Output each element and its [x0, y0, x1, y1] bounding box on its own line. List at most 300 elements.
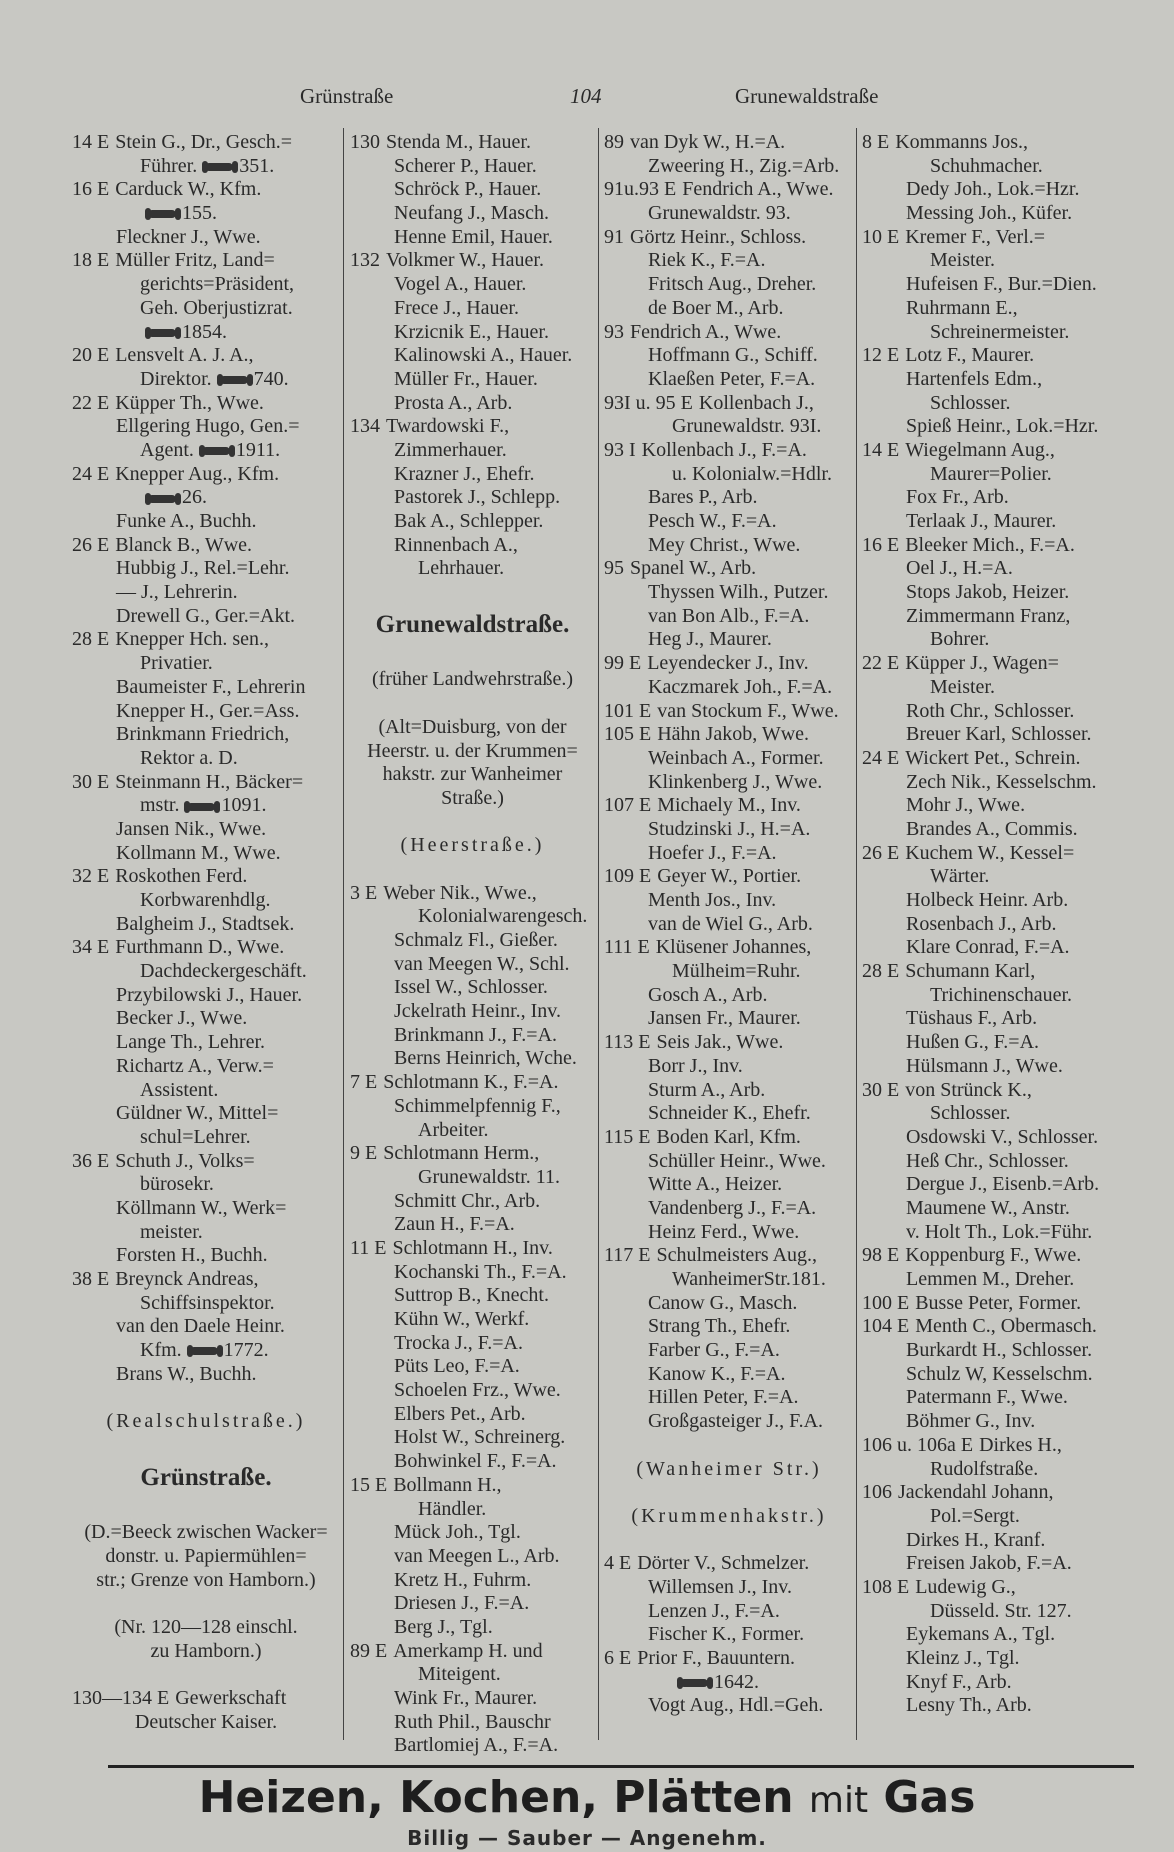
- telephone-icon: [190, 1347, 218, 1355]
- resident-entry: [862, 1055, 1132, 1079]
- resident-entry: [862, 581, 1132, 605]
- resident-entry: [350, 226, 595, 250]
- entry-text: Brinkmann Friedrich,: [116, 723, 290, 746]
- entry-text: Weber Nik., Wwe.,: [383, 881, 537, 904]
- entry-continuation: [72, 368, 340, 392]
- entry-text: Elbers Pet., Arb.: [394, 1402, 526, 1425]
- house-number: 111 E: [604, 936, 650, 959]
- resident-entry: [350, 344, 595, 368]
- column-divider: [598, 128, 599, 1740]
- entry-text: Kalinowski A., Hauer.: [394, 344, 573, 367]
- entry-text: Kremer F., Verl.=: [905, 225, 1046, 248]
- resident-entry: [72, 913, 340, 937]
- resident-entry: [72, 700, 340, 724]
- entry-text: Jackendahl Johann,: [898, 1481, 1054, 1504]
- telephone-icon: [680, 1679, 708, 1687]
- house-number: 108 E: [862, 1575, 910, 1598]
- resident-entry: [862, 557, 1132, 581]
- entry-text: Schoelen Frz., Wwe.: [394, 1379, 561, 1402]
- entry-text: Carduck W., Kfm.: [115, 178, 262, 201]
- page-number: 104: [570, 84, 602, 108]
- street-note: zu Hamborn.): [150, 1639, 262, 1662]
- entry-text: Grunewaldstr. 93I.: [672, 415, 822, 438]
- resident-entry: [350, 510, 595, 534]
- spacer: [604, 1481, 854, 1505]
- house-entry: [72, 771, 340, 795]
- entry-text: Maumene W., Anstr.: [906, 1196, 1070, 1219]
- resident-entry: [350, 929, 595, 953]
- entry-continuation: [72, 273, 340, 297]
- entry-text: Gosch A., Arb.: [648, 983, 768, 1006]
- entry-text: Jansen Fr., Maurer.: [648, 1007, 801, 1030]
- house-number: 26 E: [72, 533, 110, 556]
- entry-continuation: [72, 155, 340, 179]
- house-entry: [350, 249, 595, 273]
- entry-text: Bleeker Mich., F.=A.: [905, 533, 1075, 556]
- entry-continuation: [862, 155, 1132, 179]
- resident-entry: [862, 273, 1132, 297]
- entry-text: Bares P., Arb.: [648, 486, 758, 509]
- house-entry: [862, 747, 1132, 771]
- entry-text: — J., Lehrerin.: [116, 581, 238, 604]
- house-number: 104 E: [862, 1315, 910, 1338]
- entry-text: Schreinermeister.: [930, 320, 1070, 343]
- house-number: 132: [350, 249, 380, 272]
- entry-text: Lehrhauer.: [418, 557, 505, 580]
- entry-continuation: [604, 1671, 854, 1695]
- entry-text: Spieß Heinr., Lok.=Hzr.: [906, 415, 1099, 438]
- entry-text: Schneider K., Ehefr.: [648, 1102, 811, 1125]
- entry-text: Schulz W, Kesselschm.: [906, 1362, 1093, 1385]
- entry-text: Krazner J., Ehefr.: [394, 462, 535, 485]
- resident-entry: [604, 913, 854, 937]
- entry-text: Weinbach A., Former.: [648, 746, 824, 769]
- entry-text: Jckelrath Heinr., Inv.: [394, 1000, 561, 1023]
- entry-text: de Boer M., Arb.: [648, 296, 784, 319]
- entry-text: Kuchem W., Kessel=: [905, 841, 1075, 864]
- resident-entry: [604, 1576, 854, 1600]
- house-number: 24 E: [72, 462, 110, 485]
- resident-entry: [862, 936, 1132, 960]
- entry-text: Boden Karl, Kfm.: [656, 1125, 801, 1148]
- house-entry: [350, 1142, 595, 1166]
- house-entry: [604, 652, 854, 676]
- column-1: [72, 131, 340, 1734]
- house-number: 106: [862, 1481, 892, 1504]
- resident-entry: [72, 581, 340, 605]
- house-entry: [862, 1481, 1132, 1505]
- house-number: 24 E: [862, 746, 900, 769]
- entry-text: Hülsmann J., Wwe.: [906, 1054, 1063, 1077]
- entry-text: Schumann Karl,: [905, 960, 1036, 983]
- entry-text: Maurer=Polier.: [930, 462, 1052, 485]
- resident-entry: [604, 273, 854, 297]
- entry-text: Frece J., Hauer.: [394, 296, 519, 319]
- entry-text: Brandes A., Commis.: [906, 817, 1078, 840]
- resident-entry: [350, 534, 595, 558]
- house-entry: [72, 344, 340, 368]
- entry-text: Arbeiter.: [418, 1118, 489, 1141]
- resident-entry: [862, 202, 1132, 226]
- house-entry: [862, 1292, 1132, 1316]
- resident-entry: [604, 1102, 854, 1126]
- house-entry: [862, 226, 1132, 250]
- entry-text: Willemsen J., Inv.: [648, 1575, 792, 1598]
- entry-text: Hartenfels Edm.,: [906, 367, 1043, 390]
- entry-text: Heinz Ferd., Wwe.: [648, 1220, 800, 1243]
- entry-text: Kochanski Th., F.=A.: [394, 1260, 567, 1283]
- spacer: [604, 1529, 854, 1553]
- resident-entry: [604, 1079, 854, 1103]
- entry-text: Lotz F., Maurer.: [905, 344, 1035, 367]
- house-entry: [72, 1268, 340, 1292]
- resident-entry: [604, 1694, 854, 1718]
- street-note: Straße.): [441, 786, 504, 809]
- resident-entry: [862, 1339, 1132, 1363]
- entry-text: Fox Fr., Arb.: [906, 486, 1009, 509]
- house-entry: [604, 321, 854, 345]
- house-entry: [604, 865, 854, 889]
- entry-text: Kfm.: [140, 1339, 182, 1362]
- entry-text: Hähn Jakob, Wwe.: [657, 723, 810, 746]
- entry-text: Bollmann H.,: [393, 1473, 502, 1496]
- resident-entry: [862, 1221, 1132, 1245]
- house-number: 101 E: [604, 699, 652, 722]
- resident-entry: [350, 392, 595, 416]
- entry-text: Kretz H., Fuhrm.: [394, 1568, 532, 1591]
- house-number: 93 I: [604, 438, 636, 461]
- spacer: [72, 1663, 340, 1687]
- entry-text: Schmitt Chr., Arb.: [394, 1189, 541, 1212]
- resident-entry: [862, 1031, 1132, 1055]
- street-note: (Realschulstraße.): [106, 1410, 306, 1433]
- entry-text: WanheimerStr.181.: [672, 1268, 826, 1290]
- house-entry: [72, 865, 340, 889]
- telephone-number: 1854.: [182, 320, 227, 343]
- entry-text: Dirkes H.,: [979, 1433, 1062, 1456]
- resident-entry: [862, 1623, 1132, 1647]
- house-number: 113 E: [604, 1031, 651, 1054]
- resident-entry: [604, 344, 854, 368]
- entry-text: Tüshaus F., Arb.: [906, 1007, 1038, 1030]
- entry-text: Dedy Joh., Lok.=Hzr.: [906, 178, 1080, 201]
- resident-entry: [862, 1173, 1132, 1197]
- resident-entry: [350, 953, 595, 977]
- house-number: 89: [604, 131, 624, 153]
- entry-text: Przybilowski J., Hauer.: [116, 983, 303, 1006]
- house-entry: [604, 557, 854, 581]
- entry-text: Güldner W., Mittel=: [116, 1102, 279, 1125]
- resident-entry: [350, 1545, 595, 1569]
- entry-text: Küpper J., Wagen=: [905, 652, 1059, 675]
- entry-text: van Meegen L., Arb.: [394, 1544, 560, 1567]
- entry-text: Schmalz Fl., Gießer.: [394, 929, 558, 951]
- entry-text: Trichinenschauer.: [930, 983, 1073, 1006]
- resident-entry: [604, 368, 854, 392]
- resident-entry: [604, 1292, 854, 1316]
- column-divider: [343, 128, 344, 1740]
- resident-entry: [350, 1521, 595, 1545]
- resident-entry: [862, 368, 1132, 392]
- resident-entry: [862, 178, 1132, 202]
- entry-text: Meister.: [930, 675, 995, 698]
- house-entry: [72, 534, 340, 558]
- entry-text: Koppenburg F., Wwe.: [905, 1244, 1082, 1267]
- resident-entry: [350, 1616, 595, 1640]
- resident-entry: [862, 723, 1132, 747]
- entry-continuation: [350, 1166, 595, 1190]
- telephone-number: 1642.: [714, 1670, 759, 1693]
- house-number: 20 E: [72, 344, 110, 367]
- resident-entry: [862, 297, 1132, 321]
- house-number: 36 E: [72, 1149, 110, 1172]
- entry-text: Kollenbach J., F.=A.: [641, 438, 807, 461]
- entry-text: Becker J., Wwe.: [116, 1007, 248, 1030]
- house-entry: [862, 534, 1132, 558]
- street-note: (Alt=Duisburg, von der: [378, 715, 567, 738]
- entry-text: Schlotmann K., F.=A.: [383, 1071, 559, 1094]
- house-number: 8 E: [862, 131, 890, 153]
- entry-continuation: [72, 1126, 340, 1150]
- entry-text: Henne Emil, Hauer.: [394, 225, 553, 248]
- entry-text: Krzicnik E., Hauer.: [394, 320, 549, 343]
- street-note: donstr. u. Papiermühlen=: [105, 1544, 307, 1567]
- entry-continuation: [862, 1102, 1132, 1126]
- house-entry: [72, 463, 340, 487]
- house-entry: [72, 249, 340, 273]
- entry-text: Hillen Peter, F.=A.: [648, 1386, 799, 1409]
- resident-entry: [350, 1000, 595, 1024]
- house-number: 100 E: [862, 1291, 910, 1314]
- house-number: 22 E: [862, 652, 900, 675]
- resident-entry: [350, 1213, 595, 1237]
- resident-entry: [862, 1410, 1132, 1434]
- entry-text: Dachdeckergeschäft.: [140, 960, 307, 983]
- entry-text: Wiegelmann Aug.,: [905, 438, 1055, 461]
- house-number: 106 u. 106a E: [862, 1433, 974, 1456]
- entry-text: Geyer W., Portier.: [657, 865, 802, 888]
- entry-text: Gewerkschaft: [175, 1687, 287, 1709]
- resident-entry: [862, 700, 1132, 724]
- entry-text: Roskothen Ferd.: [115, 865, 248, 888]
- entry-text: Lesny Th., Arb.: [906, 1694, 1032, 1717]
- entry-text: Oel J., H.=A.: [906, 557, 1013, 580]
- spacer: [350, 645, 595, 669]
- entry-text: Kolonialwarengesch.: [418, 905, 588, 928]
- entry-text: Mück Joh., Tgl.: [394, 1521, 521, 1544]
- house-entry: [862, 1315, 1132, 1339]
- resident-entry: [604, 1197, 854, 1221]
- house-entry: [350, 1237, 595, 1261]
- entry-text: Ellgering Hugo, Gen.=: [116, 415, 300, 438]
- entry-text: Baumeister F., Lehrerin: [116, 675, 306, 698]
- resident-entry: [604, 1386, 854, 1410]
- entry-continuation: [72, 1292, 340, 1316]
- house-entry: [862, 960, 1132, 984]
- entry-text: Holbeck Heinr. Arb.: [906, 889, 1069, 911]
- resident-entry: [604, 249, 854, 273]
- resident-entry: [604, 889, 854, 913]
- entry-text: Bohwinkel F., F.=A.: [394, 1450, 557, 1473]
- entry-text: Breuer Karl, Schlosser.: [906, 723, 1092, 746]
- street-note: (Nr. 120—128 einschl.: [114, 1615, 298, 1638]
- house-number: 38 E: [72, 1268, 110, 1290]
- entry-text: Meister.: [930, 249, 995, 272]
- house-entry: [72, 628, 340, 652]
- entry-text: Kanow K., F.=A.: [648, 1362, 786, 1385]
- entry-text: Mey Christ., Wwe.: [648, 533, 801, 556]
- entry-continuation: [604, 463, 854, 487]
- house-entry: [604, 1552, 854, 1576]
- house-number: 14 E: [862, 438, 900, 461]
- entry-text: Busse Peter, Former.: [915, 1291, 1082, 1314]
- house-number: 93: [604, 320, 624, 343]
- resident-entry: [350, 1190, 595, 1214]
- house-entry: [604, 439, 854, 463]
- entry-text: Wickert Pet., Schrein.: [905, 746, 1081, 769]
- entry-continuation: [72, 1339, 340, 1363]
- entry-continuation: [72, 652, 340, 676]
- entry-text: Neufang J., Masch.: [394, 202, 549, 225]
- resident-entry: [350, 273, 595, 297]
- resident-entry: [604, 534, 854, 558]
- entry-text: Scherer P., Hauer.: [394, 154, 537, 177]
- resident-entry: [350, 1308, 595, 1332]
- resident-entry: [350, 1095, 595, 1119]
- resident-entry: [862, 1552, 1132, 1576]
- resident-entry: [350, 1355, 595, 1379]
- entry-continuation: [862, 676, 1132, 700]
- house-number: 14 E: [72, 131, 110, 153]
- telephone-icon: [205, 163, 233, 171]
- entry-continuation: [862, 321, 1132, 345]
- entry-text: Schiffsinspektor.: [140, 1291, 275, 1314]
- entry-text: Böhmer G., Inv.: [906, 1410, 1036, 1433]
- entry-text: Rektor a. D.: [140, 746, 238, 769]
- entry-text: Düsseld. Str. 127.: [930, 1599, 1072, 1622]
- resident-entry: [72, 1102, 340, 1126]
- entry-text: Knepper Hch. sen.,: [115, 628, 270, 651]
- entry-text: Osdowski V., Schlosser.: [906, 1125, 1099, 1148]
- entry-text: Schlotmann H., Inv.: [392, 1236, 553, 1259]
- resident-entry: [72, 723, 340, 747]
- entry-text: meister.: [140, 1220, 203, 1243]
- entry-text: Bohrer.: [930, 628, 990, 651]
- resident-entry: [604, 510, 854, 534]
- entry-text: Assistent.: [140, 1078, 219, 1101]
- entry-text: Klinkenberg J., Wwe.: [648, 770, 823, 793]
- entry-text: Borr J., Inv.: [648, 1054, 743, 1077]
- entry-continuation: [862, 249, 1132, 273]
- house-entry: [350, 1640, 595, 1664]
- entry-continuation: [604, 415, 854, 439]
- entry-text: Müller Fr., Hauer.: [394, 367, 538, 390]
- entry-text: Heg J., Maurer.: [648, 628, 772, 651]
- street-note: (Krummenhakstr.): [631, 1504, 827, 1527]
- resident-entry: [862, 1671, 1132, 1695]
- house-number: 105 E: [604, 723, 652, 746]
- house-number: 32 E: [72, 865, 110, 888]
- house-entry: [604, 1031, 854, 1055]
- resident-entry: [350, 463, 595, 487]
- resident-entry: [350, 321, 595, 345]
- resident-entry: [72, 818, 340, 842]
- gas-advert: [0, 1772, 1174, 1823]
- house-number: 9 E: [350, 1142, 378, 1165]
- entry-text: Großgasteiger J., F.A.: [648, 1410, 824, 1433]
- entry-text: Funke A., Buchh.: [116, 510, 257, 532]
- entry-text: Hußen G., F.=A.: [906, 1031, 1040, 1054]
- resident-entry: [350, 1047, 595, 1071]
- telephone-number: 26.: [182, 486, 207, 509]
- house-number: 28 E: [862, 960, 900, 983]
- entry-text: Dergue J., Eisenb.=Arb.: [906, 1173, 1100, 1196]
- entry-continuation: [350, 557, 595, 581]
- entry-text: Knepper H., Ger.=Ass.: [116, 699, 300, 722]
- house-number: 7 E: [350, 1071, 378, 1094]
- entry-text: Schuth J., Volks=: [115, 1149, 255, 1172]
- resident-entry: [350, 1379, 595, 1403]
- resident-entry: [350, 202, 595, 226]
- entry-text: Driesen J., F.=A.: [394, 1592, 530, 1615]
- entry-text: Terlaak J., Maurer.: [906, 510, 1057, 532]
- entry-text: Studzinski J., H.=A.: [648, 817, 811, 840]
- house-entry: [72, 1687, 340, 1711]
- entry-continuation: [862, 1505, 1132, 1529]
- column-2: [350, 131, 595, 1758]
- entry-text: Hufeisen F., Bur.=Dien.: [906, 273, 1097, 296]
- entry-text: Dörter V., Schmelzer.: [637, 1552, 810, 1575]
- entry-text: Geh. Oberjustizrat.: [140, 296, 293, 319]
- resident-entry: [350, 1284, 595, 1308]
- resident-entry: [350, 1450, 595, 1474]
- resident-entry: [350, 1687, 595, 1711]
- entry-text: Jansen Nik., Wwe.: [116, 817, 267, 840]
- running-head-left: Grünstraße: [300, 84, 394, 108]
- entry-text: Grunewaldstr. 11.: [418, 1165, 561, 1188]
- entry-text: Schüller Heinr., Wwe.: [648, 1149, 826, 1172]
- advert-gas: Gas: [883, 1772, 976, 1823]
- entry-text: Miteigent.: [418, 1663, 501, 1686]
- entry-text: van Meegen W., Schl.: [394, 952, 570, 975]
- entry-text: Zaun H., F.=A.: [394, 1213, 515, 1236]
- house-number: 34 E: [72, 936, 110, 959]
- street-note: Heerstr. u. der Krummen=: [367, 739, 578, 762]
- entry-text: Mülheim=Ruhr.: [672, 960, 801, 983]
- entry-text: Amerkamp H. und: [393, 1639, 543, 1662]
- telephone-icon: [220, 376, 248, 384]
- resident-entry: [862, 1529, 1132, 1553]
- resident-entry: [862, 1647, 1132, 1671]
- entry-text: Fendrich A., Wwe.: [682, 178, 834, 201]
- house-entry: [604, 392, 854, 416]
- resident-entry: [350, 155, 595, 179]
- telephone-number: 740.: [253, 367, 289, 390]
- house-number: 89 E: [350, 1639, 388, 1662]
- entry-text: Klüsener Johannes,: [655, 936, 812, 959]
- entry-text: Kaczmarek Joh., F.=A.: [648, 675, 833, 698]
- entry-text: Rudolfstraße.: [930, 1457, 1039, 1480]
- entry-text: Ruhrmann E.,: [906, 296, 1018, 319]
- resident-entry: [604, 676, 854, 700]
- entry-continuation: [72, 321, 340, 345]
- resident-entry: [862, 1007, 1132, 1031]
- resident-entry: [72, 1244, 340, 1268]
- entry-continuation: [604, 960, 854, 984]
- entry-text: Seis Jak., Wwe.: [656, 1031, 784, 1054]
- resident-entry: [862, 605, 1132, 629]
- entry-continuation: [862, 392, 1132, 416]
